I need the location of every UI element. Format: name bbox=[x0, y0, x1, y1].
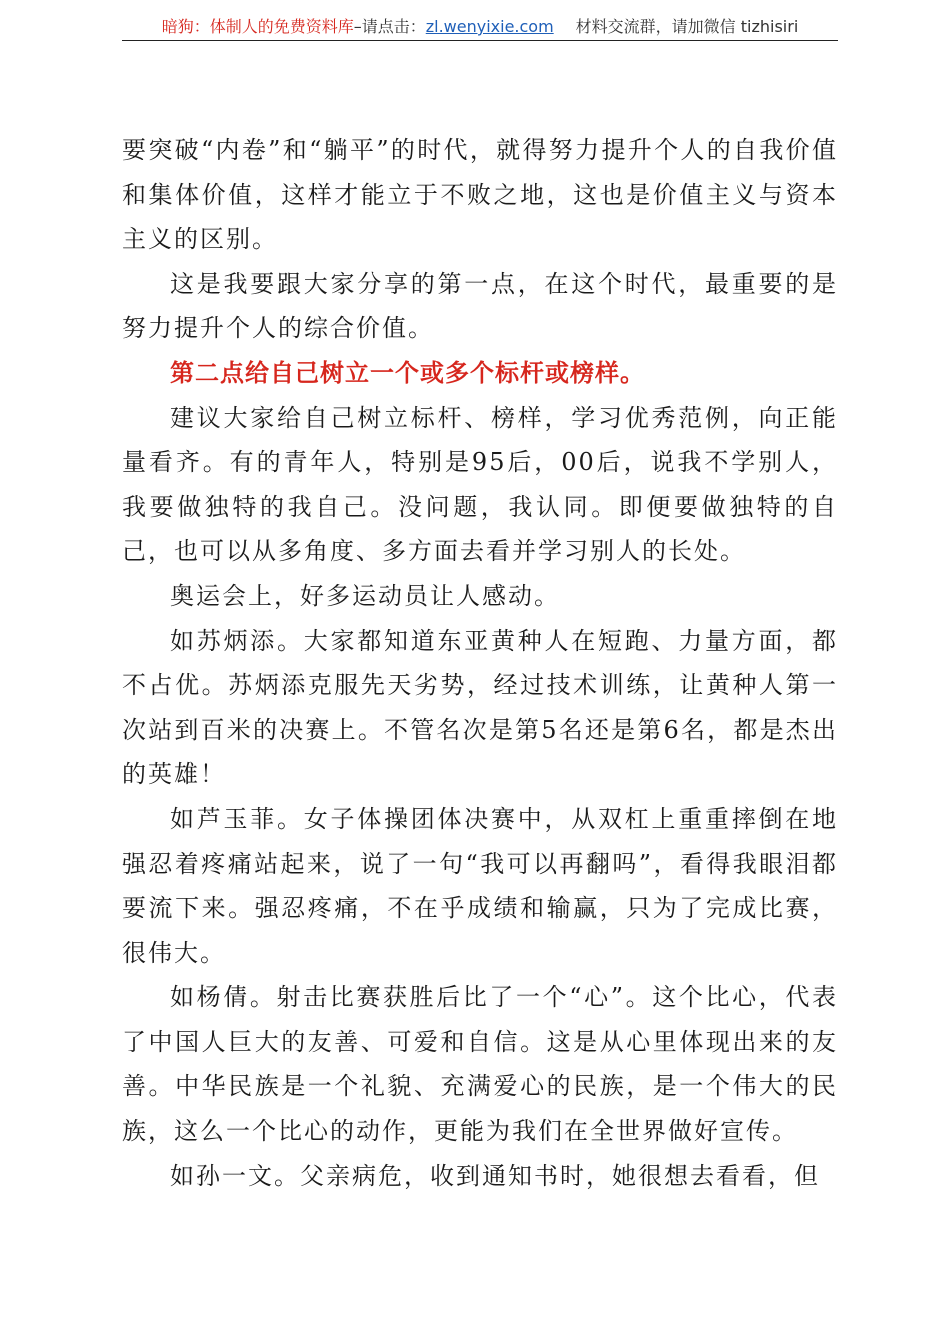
section-heading: 第二点给自己树立一个或多个标杆或榜样。 bbox=[170, 358, 645, 387]
paragraph: 奥运会上，好多运动员让人感动。 bbox=[170, 581, 560, 610]
document-body bbox=[122, 128, 838, 1198]
page-header bbox=[122, 14, 838, 41]
header-contact: 材料交流群，请加微信 tizhisiri bbox=[575, 17, 799, 36]
paragraph: 如杨倩。射击比赛获胜后比了一个“心”。这个比心，代表了中国人巨大的友善、可爱和自信。这是从心里体现出来的友善。中华民族是一个礼貌、充满爱心的民族，是一个伟大的民族，这么一个比心的动作，更能为我们在全世界做好宣传。 bbox=[122, 983, 838, 1146]
header-prompt: –请点击： bbox=[353, 17, 426, 36]
paragraph: 如芦玉菲。女子体操团体决赛中，从双杠上重重摔倒在地强忍着疼痛站起来，说了一句“我可以再翻吗”，看得我眼泪都要流下来。强忍疼痛，不在乎成绩和输赢，只为了完成比赛，很伟大。 bbox=[122, 804, 838, 967]
header-link[interactable]: zl.wenyixie.com bbox=[425, 17, 554, 36]
paragraph: 如苏炳添。大家都知道东亚黄种人在短跑、力量方面，都不占优。苏炳添克服先天劣势，经过技术训练，让黄种人第一次站到百米的决赛上。不管名次是第5名还是第6名，都是杰出的英雄！ bbox=[122, 626, 838, 789]
paragraph-continuation: 要突破“内卷”和“躺平”的时代，就得努力提升个人的自我价值和集体价值，这样才能立于不败之地，这也是价值主义与资本主义的区别。 bbox=[122, 136, 838, 254]
paragraph: 如孙一文。父亲病危，收到通知书时，她很想去看看，但 bbox=[170, 1161, 820, 1190]
paragraph: 这是我要跟大家分享的第一点，在这个时代，最重要的是努力提升个人的综合价值。 bbox=[122, 269, 838, 343]
paragraph: 建议大家给自己树立标杆、榜样，学习优秀范例，向正能量看齐。有的青年人，特别是95后，00后，说我不学别人，我要做独特的我自己。没问题，我认同。即便要做独特的自己，也可以从多角度、多方面去看并学习别人的长处。 bbox=[122, 403, 838, 566]
header-brand: 暗狗：体制人的免费资料库 bbox=[161, 17, 354, 36]
